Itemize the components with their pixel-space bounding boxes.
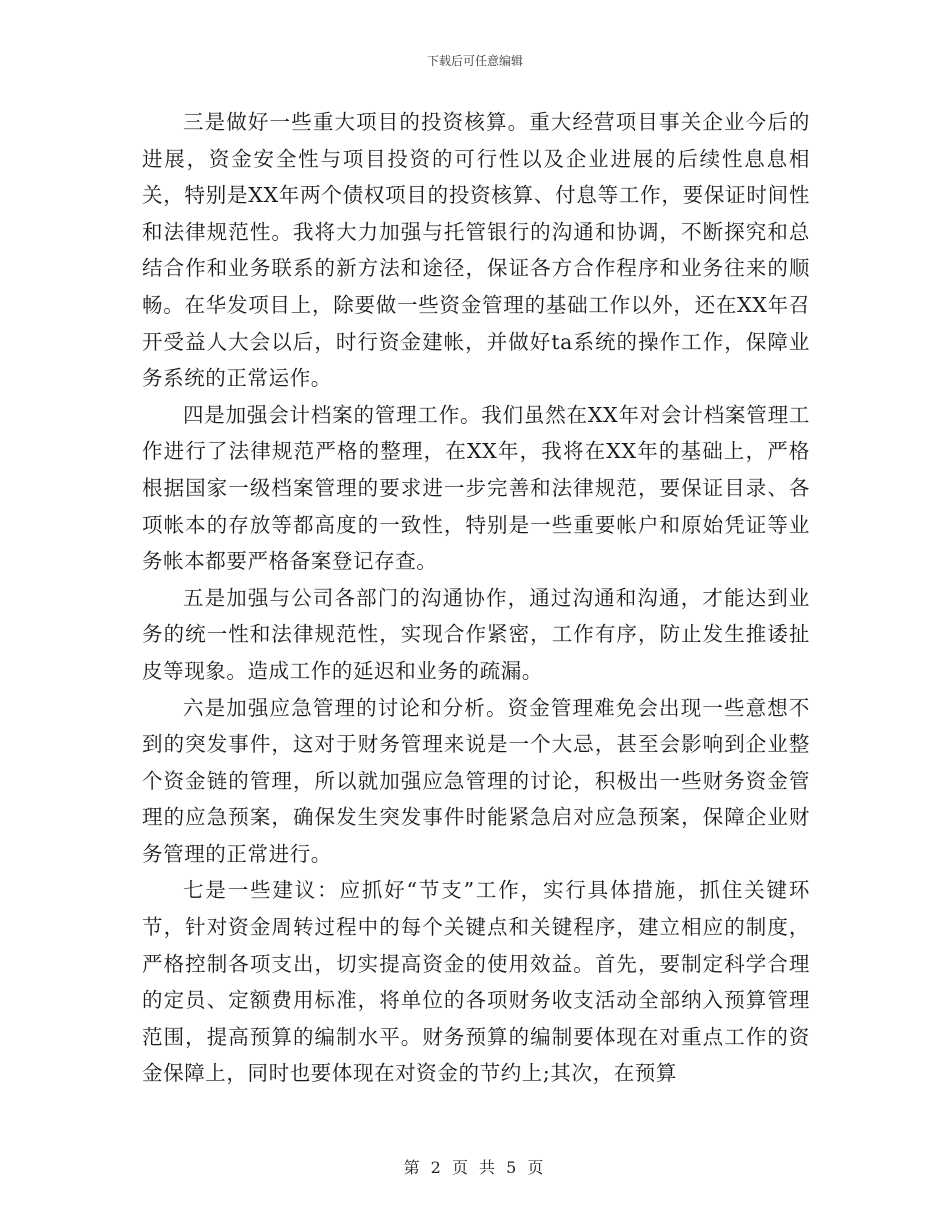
page-number: 第 2 页 共 5 页 — [403, 1158, 547, 1177]
paragraph-item-4: 四是加强会计档案的管理工作。我们虽然在XX年对会计档案管理工作进行了法律规范严格的整理，在XX年，我将在XX年的基础上，严格根据国家一级档案管理的要求进一步完善和法律规范，要保证目录、各项帐本的存放等都高度的一致性，特别是一些重要帐户和原始凭证等业务帐本都要严格备案登记存查。 — [142, 402, 810, 574]
paragraph-item-6: 六是加强应急管理的讨论和分析。资金管理难免会出现一些意想不到的突发事件，这对于财务管理来说是一个大忌，甚至会影响到企业整个资金链的管理，所以就加强应急管理的讨论，积极出一些财务资金管理的应急预案，确保发生突发事件时能紧急启对应急预案，保障企业财务管理的正常进行。 — [142, 695, 810, 866]
page-header: 下载后可任意编辑 — [426, 54, 523, 68]
document-body — [142, 104, 810, 1092]
paragraph-item-5: 五是加强与公司各部门的沟通协作，通过沟通和沟通，才能达到业务的统一性和法律规范性，实现合作紧密，工作有序，防止发生推诿扯皮等现象。造成工作的延迟和业务的疏漏。 — [142, 585, 810, 683]
paragraph-item-7: 七是一些建议：应抓好“节支”工作，实行具体措施，抓住关键环节，针对资金周转过程中的每个关键点和关键程序，建立相应的制度，严格控制各项支出，切实提高资金的使用效益。首先，要制定科学合理的定员、定额费用标准，将单位的各项财务收支活动全部纳入预算管理范围，提高预算的编制水平。财务预算的编制要体现在对重点工作的资金保障上，同时也要体现在对资金的节约上;其次，在预算 — [142, 878, 810, 1086]
paragraph-item-3: 三是做好一些重大项目的投资核算。重大经营项目事关企业今后的进展，资金安全性与项目投资的可行性以及企业进展的后续性息息相关，特别是XX年两个债权项目的投资核算、付息等工作，要保证时间性和法律规范性。我将大力加强与托管银行的沟通和协调，不断探究和总结合作和业务联系的新方法和途径，保证各方合作程序和业务往来的顺畅。在华发项目上，除要做一些资金管理的基础工作以外，还在XX年召开受益人大会以后，时行资金建帐，并做好ta系统的操作工作，保障业务系统的正常运作。 — [142, 110, 810, 391]
